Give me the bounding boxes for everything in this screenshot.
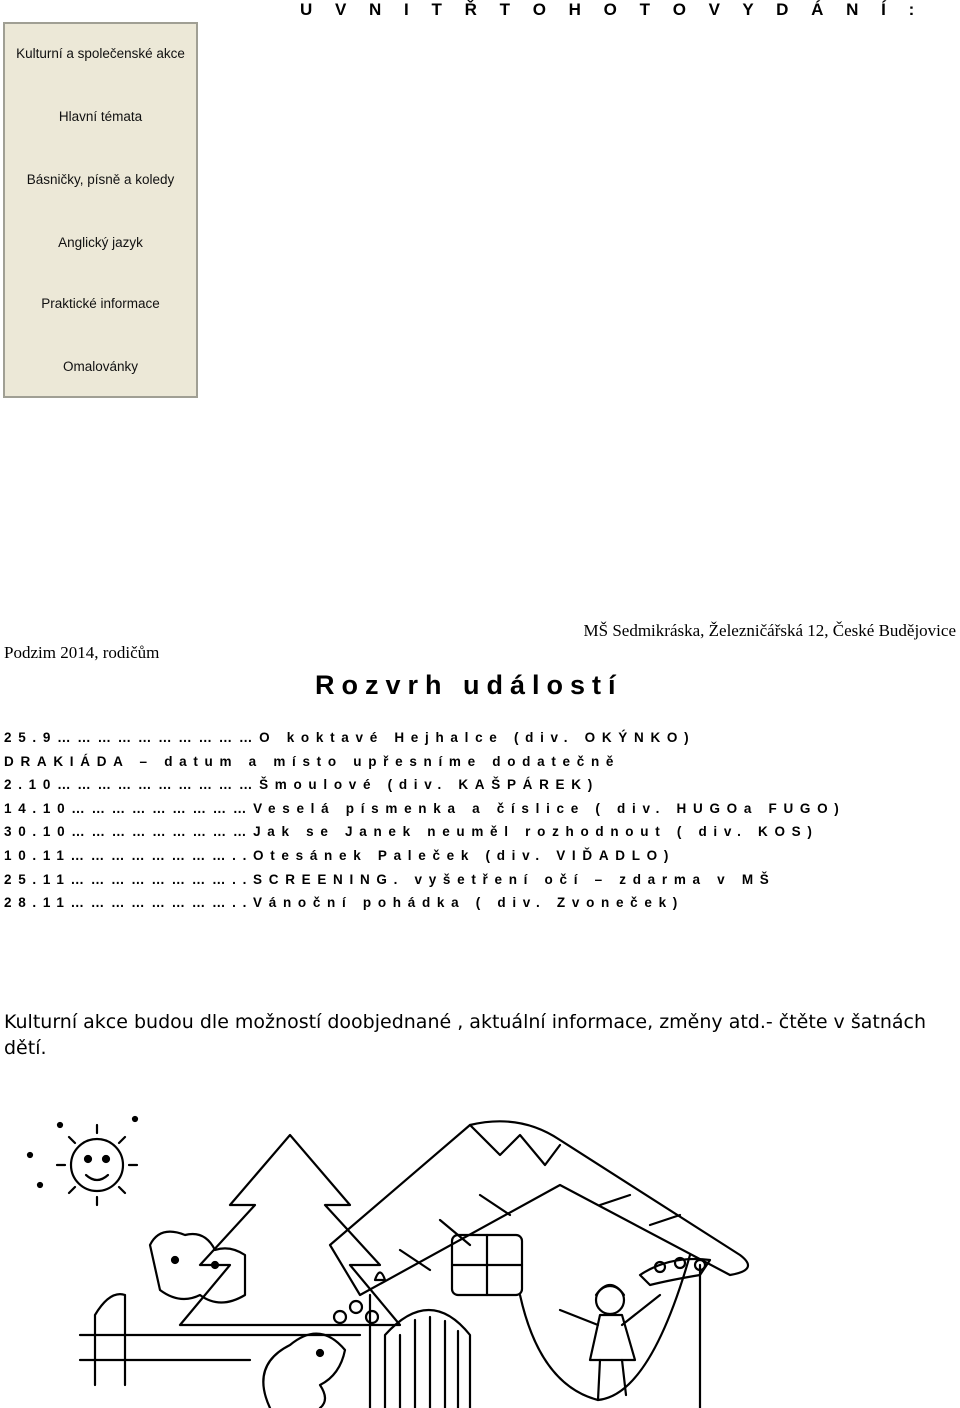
- event-item: 30.10………………………Jak se Janek neuměl rozhodnout ( div. KOS): [4, 824, 819, 840]
- girl-drawing: [520, 1255, 710, 1400]
- event-item: DRAKIÁDA – datum a místo upřesníme dodatečně: [4, 753, 621, 769]
- horses-drawing: [150, 1232, 245, 1303]
- issue-contents-heading: U V N I T Ř T O H O T O V Y D Á N Í :: [300, 0, 924, 19]
- dog-drawing: [263, 1334, 345, 1408]
- tree-drawing: [180, 1135, 400, 1325]
- house-wall-drawing: [370, 1265, 700, 1408]
- issue-subtitle: Podzim 2014, rodičům: [4, 643, 160, 662]
- event-item: 25.9…………………………O koktavé Hejhalce (div. OKÝNKO): [4, 730, 696, 745]
- event-item: 2.10…………………………Šmoulové (div. KAŠPÁREK): [4, 777, 599, 793]
- coloring-page-illustration: [0, 1095, 960, 1408]
- school-address: MŠ Sedmikráska, Železničářská 12, České Budějovice: [583, 621, 956, 640]
- toc-item-coloring-pages[interactable]: Omalovánky: [62, 359, 139, 374]
- event-item: 28.11……………………..Vánoční pohádka ( div. Zvoneček): [4, 895, 684, 911]
- event-item: 25.11……………………..SCREENING. vyšetření očí – zdarma v MŠ: [4, 871, 776, 887]
- section-title: Rozvrh událostí: [315, 670, 623, 700]
- toc-item-english[interactable]: Anglický jazyk: [58, 235, 143, 250]
- info-note: Kulturní akce budou dle možností doobjednané , aktuální informace, změny atd.- čtěte v šatnách dětí.: [4, 1011, 926, 1059]
- toc-item-poems-songs[interactable]: Básničky, písně a koledy: [26, 172, 175, 187]
- sun-drawing: [28, 1117, 137, 1205]
- event-item: 10.11……………………..Otesánek Paleček (div. VIĎADLO): [4, 847, 676, 863]
- table-of-contents: [3, 22, 198, 398]
- fence-drawing: [80, 1294, 360, 1385]
- toc-item-cultural-events[interactable]: Kulturní a společenské akce: [16, 46, 185, 61]
- event-item: 14.10………………………Veselá písmenka a číslice ( div. HUGOa FUGO): [4, 800, 846, 816]
- event-schedule: [4, 726, 956, 915]
- toc-item-main-topics[interactable]: Hlavní témata: [58, 109, 143, 124]
- toc-item-practical-info[interactable]: Praktické informace: [41, 296, 160, 311]
